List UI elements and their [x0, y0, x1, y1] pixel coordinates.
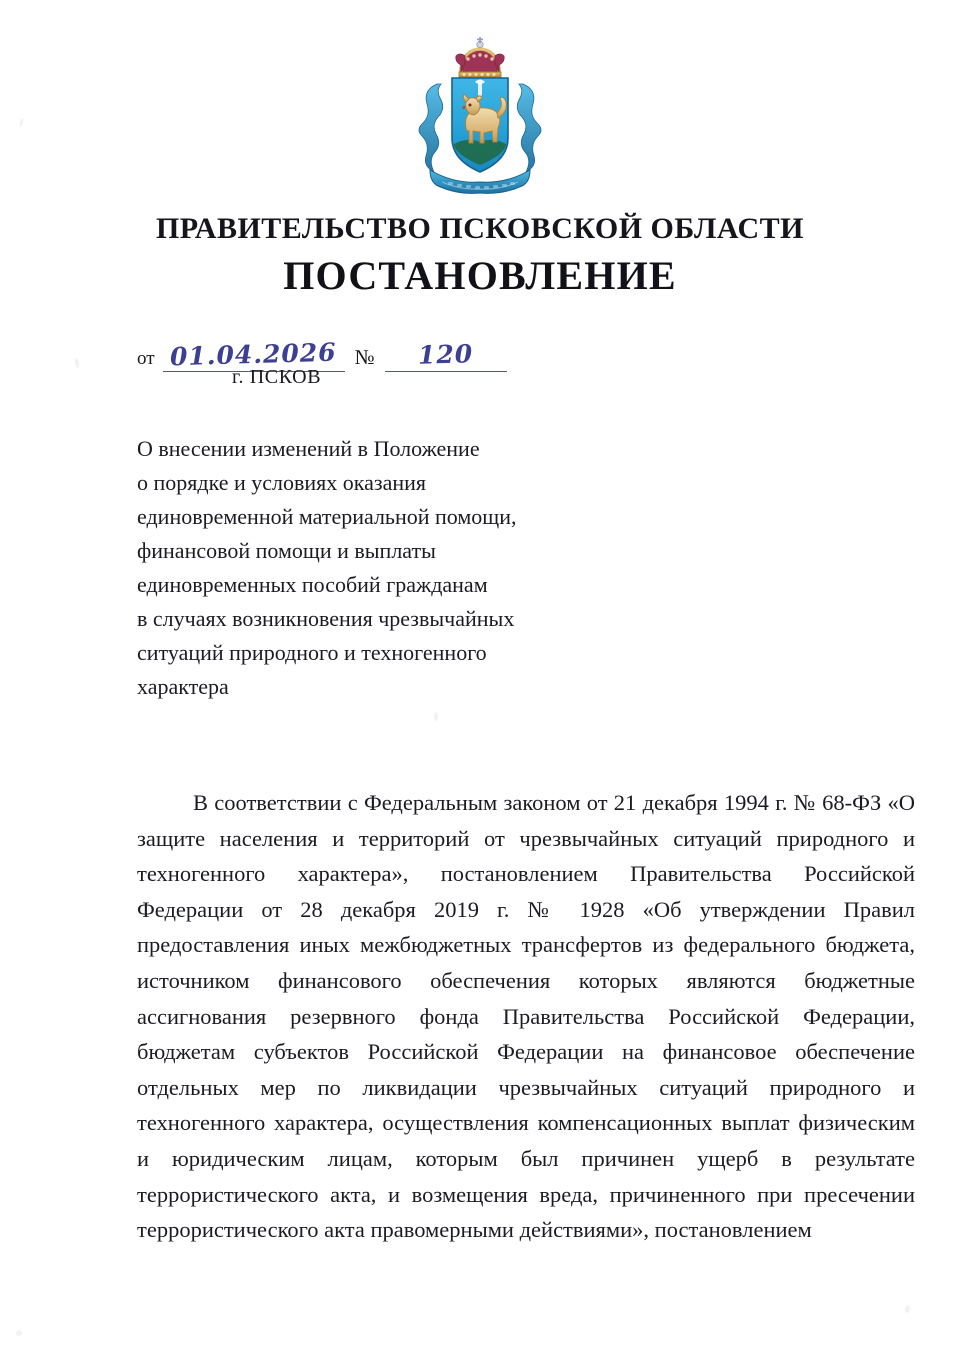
scan-speck: [74, 358, 80, 369]
subject-line: характера: [137, 674, 229, 699]
date-number-line: [137, 337, 507, 372]
number-label: №: [354, 345, 375, 369]
subject-line: финансовой помощи и выплаты: [137, 538, 436, 563]
emblem-container: [0, 32, 960, 198]
scan-speck: [434, 712, 438, 721]
scan-speck: [16, 1330, 22, 1336]
document-type-title: ПОСТАНОВЛЕНИЕ: [283, 253, 677, 298]
number-value-handwritten: 120: [417, 339, 474, 370]
subject-line: в случаях возникновения чрезвычайных: [137, 606, 515, 631]
subject-block: [137, 432, 575, 704]
subject-line: ситуаций природного и техногенного: [137, 640, 487, 665]
body-paragraph: В соответствии с Федеральным законом от 21 декабря 1994 г. № 68-ФЗ «О защите населения и территорий от чрезвычайных ситуаций природного и техногенного характера», постановлением Правительства Российской Федерации от 28 декабря 2019 г. № 1928 «Об утверждении Правил предоставления иных межбюджетных трансфертов из федерального бюджета, источником финансового обеспечения которых являются бюджетные ассигнования резервного фонда Правительства Российской Федерации, бюджетам субъектов Российской Федерации на финансовое обеспечение отдельных мер по ликвидации чрезвычайных ситуаций природного и техногенного характера, осуществления компенсационных выплат физическим и юридическим лицам, которым был причинен ущерб в результате террористического акта, и возмещения вреда, причиненного при пресечении террористического акта правомерными действиями», постановлением: [137, 790, 915, 1243]
shield-icon: [452, 78, 508, 172]
subject-line: единовременных пособий гражданам: [137, 572, 488, 597]
organization-title: ПРАВИТЕЛЬСТВО ПСКОВСКОЙ ОБЛАСТИ: [155, 212, 805, 245]
subject-line: единовременной материальной помощи,: [137, 504, 517, 529]
city-label: г. ПСКОВ: [232, 366, 322, 388]
scan-speck: [904, 1304, 911, 1313]
date-value-handwritten: 01.04.2026: [169, 337, 338, 372]
body-text-block: [137, 785, 915, 1248]
crown-icon: [456, 37, 504, 77]
date-label: от: [137, 348, 155, 369]
subject-line: о порядке и условиях оказания: [137, 470, 427, 495]
subject-line: О внесении изменений в Положение: [137, 436, 480, 461]
number-field[interactable]: [385, 340, 507, 372]
ribbon-icon: [430, 170, 530, 193]
coat-of-arms-icon: [404, 32, 556, 198]
